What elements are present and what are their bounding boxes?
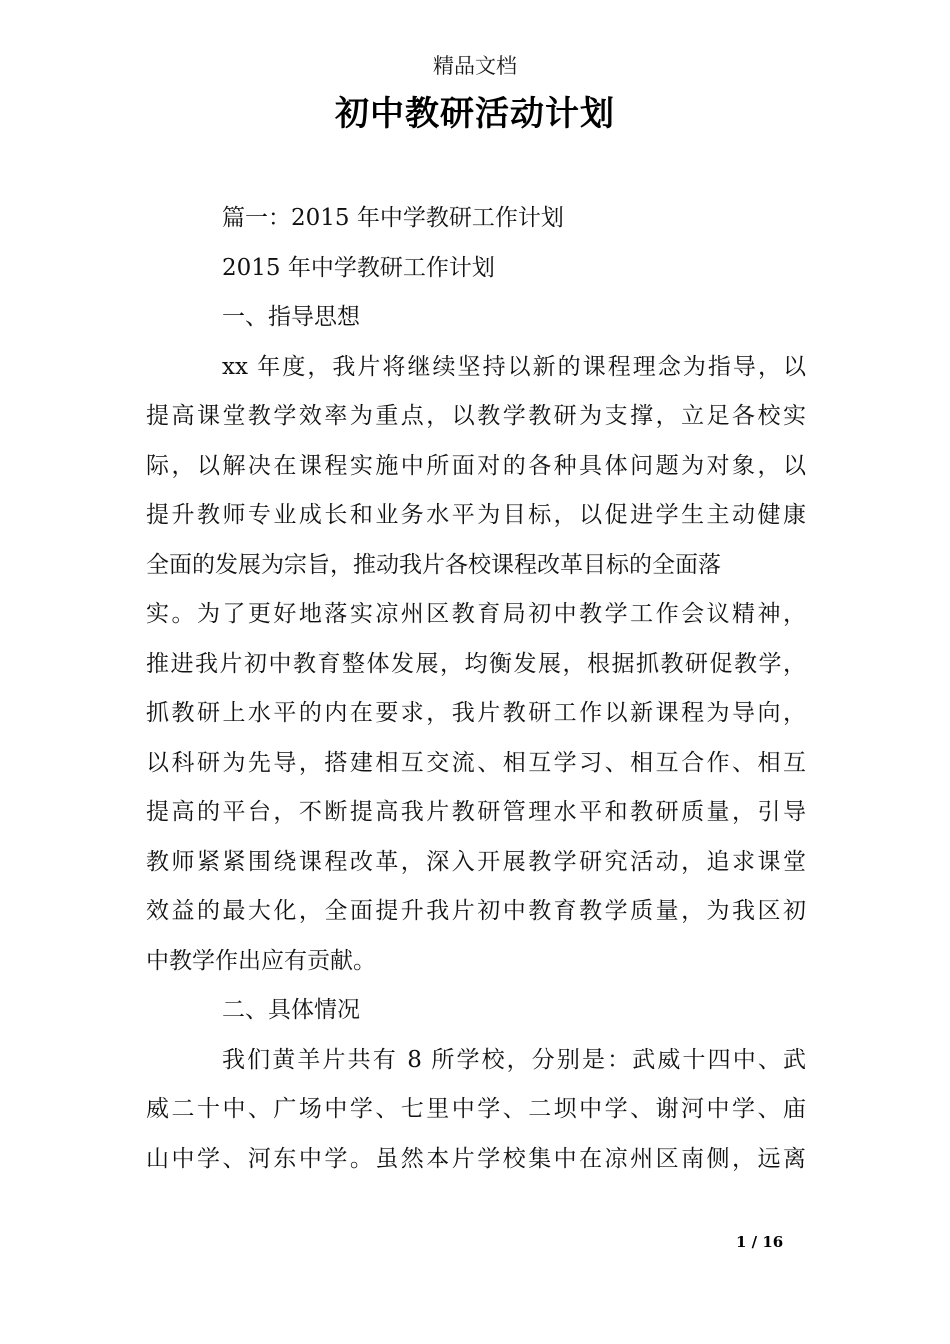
paragraph-line: 教师紧紧围绕课程改革，深入开展教学研究活动，追求课堂: [146, 848, 806, 875]
section-heading: 篇一：2015 年中学教研工作计划: [222, 205, 564, 231]
section-heading: 一、指导思想: [222, 304, 360, 330]
paragraph-line: 抓教研上水平的内在要求，我片教研工作以新课程为导向，: [146, 700, 806, 726]
paragraph-line: 推进我片初中教育整体发展，均衡发展，根据抓教研促教学，: [146, 650, 806, 677]
header-tag: 精品文档: [433, 54, 517, 78]
document-title: 初中教研活动计划: [335, 94, 615, 134]
paragraph-line: 中教学作出应有贡献。: [146, 947, 376, 974]
paragraph-line: 以科研为先导，搭建相互交流、相互学习、相互合作、相互: [146, 749, 806, 776]
section-heading: 二、具体情况: [222, 997, 360, 1023]
paragraph-line: xx 年度，我片将继续坚持以新的课程理念为指导，以: [222, 353, 806, 380]
paragraph-line: 威二十中、广场中学、七里中学、二坝中学、谢河中学、庙: [146, 1096, 806, 1122]
paragraph-line: 全面的发展为宗旨，推动我片各校课程改革目标的全面落: [146, 551, 721, 578]
paragraph-line: 提高的平台，不断提高我片教研管理水平和教研质量，引导: [146, 799, 806, 825]
document-body: [146, 194, 806, 1184]
paragraph-line: 实。为了更好地落实凉州区教育局初中教学工作会议精神，: [146, 601, 806, 627]
paragraph-line: 我们黄羊片共有 8 所学校，分别是：武威十四中、武: [222, 1046, 806, 1073]
subtitle: 2015 年中学教研工作计划: [222, 254, 495, 281]
paragraph-line: 际，以解决在课程实施中所面对的各种具体问题为对象，以: [146, 452, 806, 479]
paragraph-line: 山中学、河东中学。虽然本片学校集中在凉州区南侧，远离: [146, 1145, 806, 1172]
page-number: 1 / 16: [736, 1233, 784, 1251]
paragraph-line: 效益的最大化，全面提升我片初中教育教学质量，为我区初: [146, 898, 806, 924]
paragraph-line: 提高课堂教学效率为重点，以教学教研为支撑，立足各校实: [146, 403, 806, 429]
paragraph-line: 提升教师专业成长和业务水平为目标，以促进学生主动健康: [146, 502, 806, 528]
